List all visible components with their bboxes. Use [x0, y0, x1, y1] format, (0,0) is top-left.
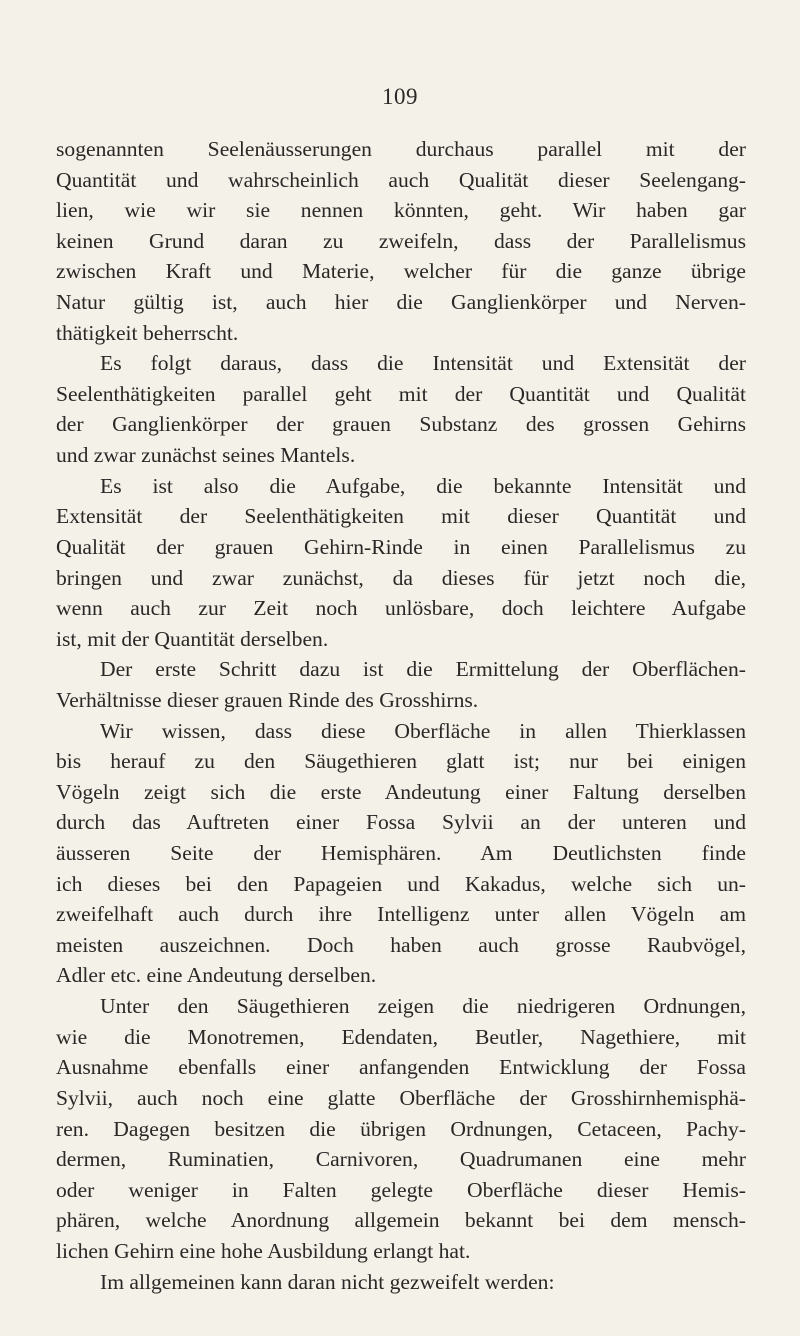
text-line: Extensität der Seelenthätigkeiten mit dieser Quantität und: [56, 504, 746, 529]
text-line: der Ganglienkörper der grauen Substanz des grossen Gehirns: [56, 412, 746, 437]
text-line: ist, mit der Quantität derselben.: [56, 626, 329, 651]
text-line: Es ist also die Aufgabe, die bekannte Intensität und: [100, 473, 746, 498]
text-line: bringen und zwar zunächst, da dieses für jetzt noch die,: [56, 565, 746, 590]
text-line: äusseren Seite der Hemisphären. Am Deutlichsten finde: [56, 841, 746, 866]
paragraph: [56, 716, 746, 991]
text-line: Seelenthätigkeiten parallel geht mit der Quantität und Qualität: [56, 381, 746, 406]
text-line: wie die Monotremen, Edendaten, Beutler, Nagethiere, mit: [56, 1024, 746, 1049]
text-line: Vögeln zeigt sich die erste Andeutung einer Faltung derselben: [56, 779, 746, 804]
text-line: wenn auch zur Zeit noch unlösbare, doch leichtere Aufgabe: [56, 596, 746, 621]
text-line: zwischen Kraft und Materie, welcher für die ganze übrige: [56, 259, 746, 284]
text-line: Ausnahme ebenfalls einer anfangenden Entwicklung der Fossa: [56, 1055, 746, 1080]
text-line: keinen Grund daran zu zweifeln, dass der Parallelismus: [56, 228, 746, 253]
text-line: lichen Gehirn eine hohe Ausbildung erlangt hat.: [56, 1238, 471, 1263]
text-line: Sylvii, auch noch eine glatte Oberfläche der Grosshirnhemisphä-: [56, 1085, 746, 1110]
text-line: Im allgemeinen kann daran nicht gezweifelt werden:: [100, 1269, 555, 1294]
body-text: [56, 134, 746, 1297]
text-line: lien, wie wir sie nennen könnten, geht. Wir haben gar: [56, 198, 746, 223]
text-line: zweifelhaft auch durch ihre Intelligenz unter allen Vögeln am: [56, 902, 746, 927]
text-line: Natur gültig ist, auch hier die Ganglienkörper und Nerven-: [56, 290, 746, 315]
paragraph: [56, 134, 746, 348]
text-line: Quantität und wahrscheinlich auch Qualität dieser Seelengang-: [56, 167, 746, 192]
text-line: Der erste Schritt dazu ist die Ermittelung der Oberflächen-: [100, 657, 746, 682]
text-line: meisten auszeichnen. Doch haben auch grosse Raubvögel,: [56, 932, 746, 957]
text-line: sogenannten Seelenäusserungen durchaus parallel mit der: [56, 137, 746, 161]
paragraph: [56, 471, 746, 655]
text-line: durch das Auftreten einer Fossa Sylvii an der unteren und: [56, 810, 746, 835]
paragraph: [56, 654, 746, 715]
text-line: Adler etc. eine Andeutung derselben.: [56, 963, 377, 988]
paragraph: [56, 348, 746, 470]
text-line: ich dieses bei den Papageien und Kakadus, welche sich un-: [56, 871, 746, 896]
page-number: 109: [382, 84, 418, 109]
paragraph: [56, 1267, 746, 1298]
text-line: Qualität der grauen Gehirn-Rinde in einen Parallelismus zu: [56, 534, 746, 559]
paragraph: [56, 991, 746, 1266]
text-line: Es folgt daraus, dass die Intensität und Extensität der: [100, 351, 746, 376]
text-line: bis herauf zu den Säugethieren glatt ist; nur bei einigen: [56, 749, 746, 774]
text-line: Unter den Säugethieren zeigen die niedrigeren Ordnungen,: [100, 994, 746, 1019]
text-line: und zwar zunächst seines Mantels.: [56, 443, 356, 468]
text-line: dermen, Ruminatien, Carnivoren, Quadrumanen eine mehr: [56, 1147, 746, 1172]
text-line: phären, welche Anordnung allgemein bekannt bei dem mensch-: [56, 1208, 746, 1233]
text-line: ren. Dagegen besitzen die übrigen Ordnungen, Cetaceen, Pachy-: [56, 1116, 746, 1141]
text-line: Verhältnisse dieser grauen Rinde des Grosshirns.: [56, 687, 479, 712]
text-line: thätigkeit beherrscht.: [56, 320, 239, 345]
text-line: oder weniger in Falten gelegte Oberfläche dieser Hemis-: [56, 1177, 746, 1202]
text-line: Wir wissen, dass diese Oberfläche in allen Thierklassen: [100, 718, 746, 743]
